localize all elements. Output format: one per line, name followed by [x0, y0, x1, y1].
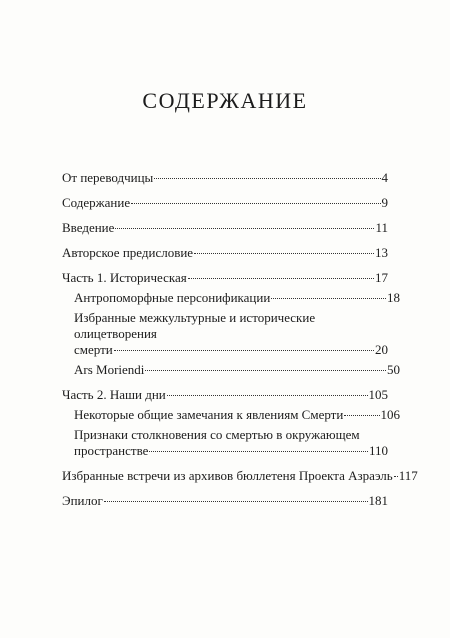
- toc-entry-label: Ars Moriendi: [74, 362, 145, 377]
- toc-entry-label: Антропоморфные персонификации: [74, 290, 271, 305]
- dot-leader: [194, 253, 374, 254]
- toc-page-number: 13: [375, 245, 388, 260]
- toc-entry-label: Эпилог: [62, 493, 103, 508]
- toc-entry-translator: [62, 170, 388, 186]
- toc-page-number: 181: [368, 493, 388, 508]
- toc-entry-contents: [62, 195, 388, 211]
- page-title: СОДЕРЖАНИЕ: [142, 88, 308, 113]
- dot-leader: [154, 178, 380, 179]
- toc-page-number: 50: [387, 362, 400, 377]
- toc-page-number: 117: [398, 468, 418, 483]
- toc-entry-label-line-1: Избранные межкультурные и исторические олицетворения: [74, 310, 316, 341]
- dot-leader: [394, 476, 398, 477]
- toc-entry-label: Авторское предисловие: [62, 245, 194, 260]
- toc-entry-epilogue: [62, 493, 388, 509]
- table-of-contents: [62, 170, 418, 509]
- toc-page-number: 4: [381, 170, 388, 185]
- dot-leader: [167, 395, 368, 396]
- toc-entry-label: От переводчицы: [62, 170, 154, 185]
- toc-entry-label-line-2: смерти: [74, 342, 113, 357]
- toc-entry-ars-moriendi: [62, 362, 400, 378]
- toc-entry-label: Содержание: [62, 195, 131, 210]
- toc-entry-label: Часть 1. Историческая: [62, 270, 187, 285]
- toc-page-number: 106: [380, 407, 400, 422]
- toc-entry-label-line-1: Признаки столкновения со смертью в окружающем: [74, 427, 360, 442]
- toc-page-number: 20: [375, 342, 388, 357]
- toc-page-number: 9: [381, 195, 388, 210]
- toc-page-number: 11: [375, 220, 388, 235]
- dot-leader: [114, 350, 374, 351]
- toc-entry-line-2: [74, 342, 388, 358]
- dot-leader: [145, 370, 386, 371]
- toc-entry-label: Избранные встречи из архивов бюллетеня Проекта Азраэль: [62, 468, 393, 483]
- toc-page-number: 110: [368, 443, 388, 458]
- toc-entry-label: Введение: [62, 220, 115, 235]
- toc-page-number: 18: [387, 290, 400, 305]
- dot-leader: [115, 228, 374, 229]
- toc-entry-general-remarks: [62, 407, 400, 423]
- toc-entry-part-1: [62, 270, 388, 286]
- toc-page-number: 17: [375, 270, 388, 285]
- toc-entry-part-2: [62, 387, 388, 403]
- dot-leader: [149, 451, 368, 452]
- toc-entry-introduction: [62, 220, 388, 236]
- toc-entry-author-preface: [62, 245, 388, 261]
- toc-entry-line-2: [74, 443, 388, 459]
- toc-entry-cross-cultural: [62, 310, 388, 358]
- toc-page-number: 105: [368, 387, 388, 402]
- dot-leader: [188, 278, 374, 279]
- toc-entry-label: Некоторые общие замечания к явлениям Смерти: [74, 407, 344, 422]
- toc-entry-signs-of-encounter: [62, 427, 388, 459]
- dot-leader: [344, 415, 379, 416]
- dot-leader: [104, 501, 368, 502]
- toc-entry-label: Часть 2. Наши дни: [62, 387, 166, 402]
- toc-entry-anthropomorphic: [62, 290, 400, 306]
- dot-leader: [131, 203, 380, 204]
- toc-entry-selected-encounters: [62, 468, 418, 484]
- toc-entry-label-line-2: пространстве: [74, 443, 149, 458]
- dot-leader: [271, 298, 386, 299]
